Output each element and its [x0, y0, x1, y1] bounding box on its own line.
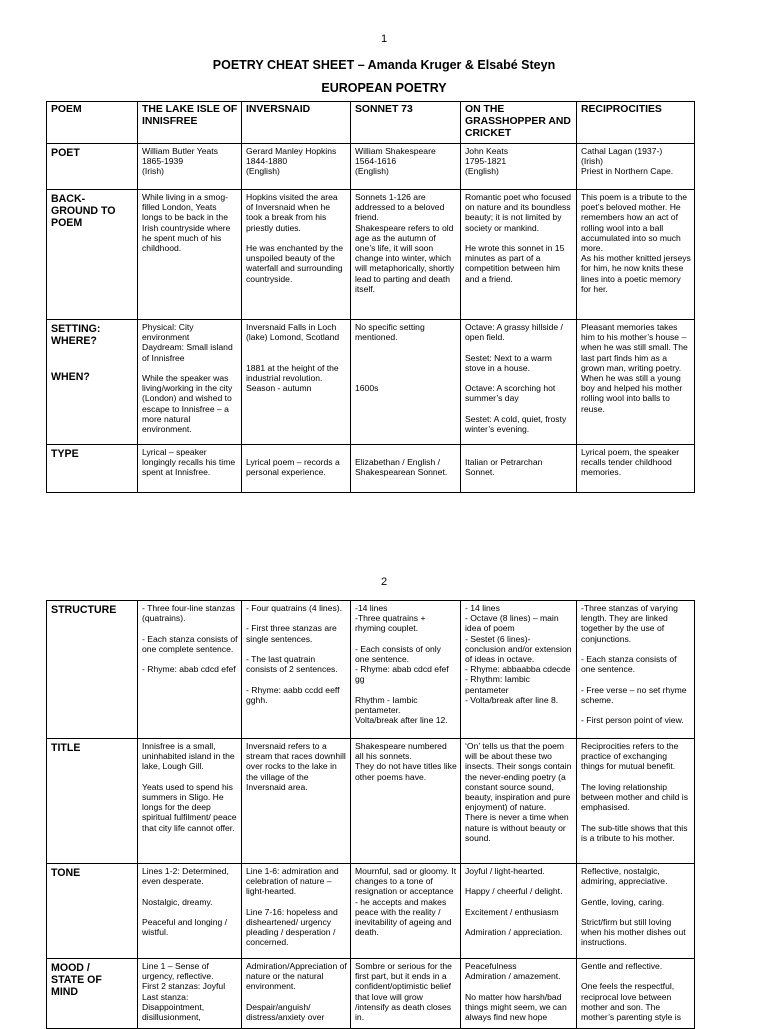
cell-text: ‘On’ tells us that the poem will be about these two insects. Their songs contain the never-ending poetry (a constant source sound, beauty, inspiration and pure enjoyment) of nature. There is never a time when nature is without beauty or sound.: [465, 741, 572, 843]
row-label-text: TYPE: [51, 448, 79, 460]
cell-text: Shakespeare numbered all his sonnets. They do not have titles like other poems have.: [355, 741, 457, 782]
cell-text: Lines 1-2: Determined, even desperate. Nostalgic, dreamy. Peaceful and longing / wistful.: [142, 866, 229, 938]
table-cell: [351, 739, 461, 864]
table-cell: [351, 144, 461, 190]
table-cell: [351, 601, 461, 739]
table-cell: [242, 445, 351, 493]
table-cell: [242, 320, 351, 445]
row-label-text: STRUCTURE: [51, 604, 117, 616]
row-label: [47, 144, 138, 190]
cell-text: - Three four-line stanzas (quatrains). - Each stanza consists of one complete sentence. - Rhyme: abab cdcd efef: [142, 603, 238, 675]
table-row: [47, 959, 695, 1029]
table-cell: [577, 601, 695, 739]
cell-text: William Butler Yeats 1865-1939 (Irish): [142, 146, 218, 177]
document-title: POETRY CHEAT SHEET – Amanda Kruger & Elsabé Steyn: [212, 58, 556, 72]
table-cell: [242, 739, 351, 864]
cell-text: Line 1 – Sense of urgency, reflective. First 2 stanzas: Joyful Last stanza: Disappointment, disillusionment,: [142, 961, 226, 1023]
row-label-text: TITLE: [51, 742, 81, 754]
cell-text: William Shakespeare 1564-1616 (English): [355, 146, 436, 177]
row-label: [47, 320, 138, 445]
row-label: [47, 601, 138, 739]
cell-text: Gerard Manley Hopkins 1844-1880 (English): [246, 146, 337, 177]
section-title: EUROPEAN POETRY: [321, 81, 447, 95]
table-cell: [138, 739, 242, 864]
table-cell: [351, 320, 461, 445]
cell-text: Inversnaid refers to a stream that races downhill over rocks to the lake in the village of the Inversnaid area.: [246, 741, 346, 792]
column-header: RECIPROCITIES: [577, 102, 695, 144]
cell-text: Reciprocities refers to the practice of exchanging things for mutual benefit. The loving relationship between mother and child is emphasised. The sub-title shows that this is a tribute to his mother.: [581, 741, 689, 843]
table-cell: [461, 320, 577, 445]
cell-text: Joyful / light-hearted. Happy / cheerful / delight. Excitement / enthusiasm Admiration / appreciation.: [465, 866, 563, 938]
cell-text: Peacefulness Admiration / amazement. No matter how harsh/bad things might seem, we can always find new hope: [465, 961, 567, 1023]
table-row: [47, 739, 695, 864]
table-cell: [242, 144, 351, 190]
cell-text: Admiration/Appreciation of nature or the natural environment. Despair/anguish/ distress/anxiety over: [246, 961, 347, 1023]
cell-text: Mournful, sad or gloomy. It changes to a tone of resignation or acceptance - he accepts and makes peace with the reality / inevitability of ageing and death.: [355, 866, 457, 938]
cell-text: -14 lines -Three quatrains + rhyming couplet. - Each consists of only one sentence. - Rhyme: abab cdcd efef gg Rhythm - Iambic pentameter. Volta/break after line 12.: [355, 603, 449, 726]
table-row: [47, 864, 695, 959]
table-row: [47, 190, 695, 320]
table-cell: [242, 190, 351, 320]
row-label-text: TONE: [51, 867, 81, 879]
cell-text: Inversnaid Falls in Loch (lake) Lomond, Scotland 1881 at the height of the industrial revolution. Season - autumn: [246, 322, 340, 394]
poetry-table-page-2: [46, 600, 695, 1029]
table-cell: [242, 601, 351, 739]
table-cell: [461, 739, 577, 864]
cell-text: Italian or Petrarchan Sonnet.: [465, 457, 543, 478]
column-header: ON THE GRASSHOPPER AND CRICKET: [461, 102, 577, 144]
table-cell: [242, 959, 351, 1029]
row-label: [47, 864, 138, 959]
cell-text: -Three stanzas of varying length. They are linked together by the use of conjunctions. - Each stanza consists of one sentence. - Free verse – no set rhyme scheme. - First person point of view.: [581, 603, 687, 726]
cell-text: Lyrical – speaker longingly recalls his time spent at Innisfree.: [142, 447, 236, 478]
table-row: [47, 445, 695, 493]
cell-text: Lyrical poem, the speaker recalls tender childhood memories.: [581, 447, 680, 478]
cell-text: Elizabethan / English / Shakespearean Sonnet.: [355, 457, 448, 478]
cell-text: Sonnets 1-126 are addressed to a beloved friend. Shakespeare refers to old age as the autumn of one’s life, it will soon change into winter, which will metaphorically, shortly lead to parting and death itself.: [355, 192, 455, 294]
cell-text: Reflective, nostalgic, admiring, appreciative. Gentle, loving, caring. Strict/firm but still loving when his mother dishes out instructions.: [581, 866, 686, 948]
page-number: 1: [380, 33, 388, 45]
cell-text: Romantic poet who focused on nature and its boundless beauty; it is not limited by society or mankind. He wrote this sonnet in 15 minutes as part of a competition between him and a friend.: [465, 192, 572, 284]
table-cell: [138, 445, 242, 493]
table-cell: [351, 190, 461, 320]
column-header: SONNET 73: [351, 102, 461, 144]
cell-text: Octave: A grassy hillside / open field. Sestet: Next to a warm stove in a house. Octave: A scorching hot summer’s day Sestet: A cold, quiet, frosty winter’s evening.: [465, 322, 567, 435]
table-row: [47, 601, 695, 739]
cell-text: This poem is a tribute to the poet’s beloved mother. He remembers how an act of rolling wool into a ball accumulated into so much more. As his mother knitted jerseys for him, he now knits these lines into a poetic memory for her.: [581, 192, 691, 294]
cell-text: Line 1-6: admiration and celebration of nature – light-hearted. Line 7-16: hopeless and disheartened/ urgency pleading / desperation / concerned.: [246, 866, 339, 948]
table-cell: [461, 864, 577, 959]
cell-text: Innisfree is a small, uninhabited island in the lake, Lough Gill. Yeats used to spend his summers in Sligo. He longs for the deep spiritual fulfilment/ peace that city life cannot offer.: [142, 741, 237, 833]
cell-text: No specific setting mentioned. 1600s: [355, 322, 425, 394]
cell-text: Pleasant memories takes him to his mother’s house – when he was still small. The last part finds him as a grown man, writing poetry. When he was still a young boy and helped his mother rolling wool into balls to reuse.: [581, 322, 688, 414]
cell-text: - 14 lines - Octave (8 lines) – main idea of poem - Sestet (6 lines)- conclusion and/or extension of ideas in octave. - Rhyme: abbaabba cdecde - Rhythm: Iambic pentameter - Volta/break after line 8.: [465, 603, 572, 705]
table-cell: [577, 739, 695, 864]
table-cell: [577, 320, 695, 445]
table-cell: [577, 144, 695, 190]
cell-text: While living in a smog-filled London, Yeats longs to be back in the Irish countryside where he spent much of his childhood.: [142, 192, 231, 254]
cell-text: John Keats 1795-1821 (English): [465, 146, 508, 177]
poetry-table-page-1: [46, 101, 695, 493]
table-cell: [242, 864, 351, 959]
table-cell: [138, 601, 242, 739]
table-cell: [577, 959, 695, 1029]
table-cell: [577, 864, 695, 959]
cell-text: Lyrical poem – records a personal experience.: [246, 457, 340, 478]
column-header: THE LAKE ISLE OF INNISFREE: [138, 102, 242, 144]
cell-text: - Four quatrains (4 lines). - First three stanzas are single sentences. - The last quatrain consists of 2 sentences. - Rhyme: aabb ccdd eeff gghh.: [246, 603, 342, 705]
table-cell: [138, 864, 242, 959]
row-label: [47, 739, 138, 864]
cell-text: Hopkins visited the area of Inversnaid when he took a break from his priestly duties. He was enchanted by the unspoiled beauty of the waterfall and surrounding countryside.: [246, 192, 343, 284]
cell-text: Physical: City environment Daydream: Small island of Innisfree While the speaker was living/working in the city (London) and wished to escape to Innisfree – a more natural environment.: [142, 322, 233, 435]
table-cell: [138, 959, 242, 1029]
cell-text: Gentle and reflective. One feels the respectful, reciprocal love between mother and son. The mother’s parenting style is: [581, 961, 681, 1023]
table-cell: [461, 144, 577, 190]
row-label-text: POET: [51, 147, 80, 159]
table-cell: [461, 959, 577, 1029]
table-cell: [577, 445, 695, 493]
table-cell: [461, 190, 577, 320]
column-header: POEM: [47, 102, 138, 144]
row-label: [47, 959, 138, 1029]
column-header: INVERSNAID: [242, 102, 351, 144]
table-cell: [351, 864, 461, 959]
table-cell: [461, 445, 577, 493]
table-cell: [461, 601, 577, 739]
row-label-text: BACK- GROUND TO POEM: [51, 193, 116, 229]
page-number-2: 2: [380, 576, 388, 588]
cell-text: Sombre or serious for the first part, but it ends in a confident/optimistic belief that love will grow /intensify as death closes in.: [355, 961, 452, 1023]
row-label-text: SETTING: WHERE? WHEN?: [51, 323, 101, 383]
header-row: [47, 102, 695, 144]
table-cell: [351, 445, 461, 493]
cell-text: Cathal Lagan (1937-) (Irish) Priest in Northern Cape.: [581, 146, 674, 177]
row-label: [47, 445, 138, 493]
table-cell: [138, 144, 242, 190]
table-cell: [351, 959, 461, 1029]
table-cell: [577, 190, 695, 320]
row-label-text: MOOD / STATE OF MIND: [51, 962, 102, 998]
table-row: [47, 144, 695, 190]
row-label: [47, 190, 138, 320]
table-cell: [138, 190, 242, 320]
table-row: [47, 320, 695, 445]
table-cell: [138, 320, 242, 445]
